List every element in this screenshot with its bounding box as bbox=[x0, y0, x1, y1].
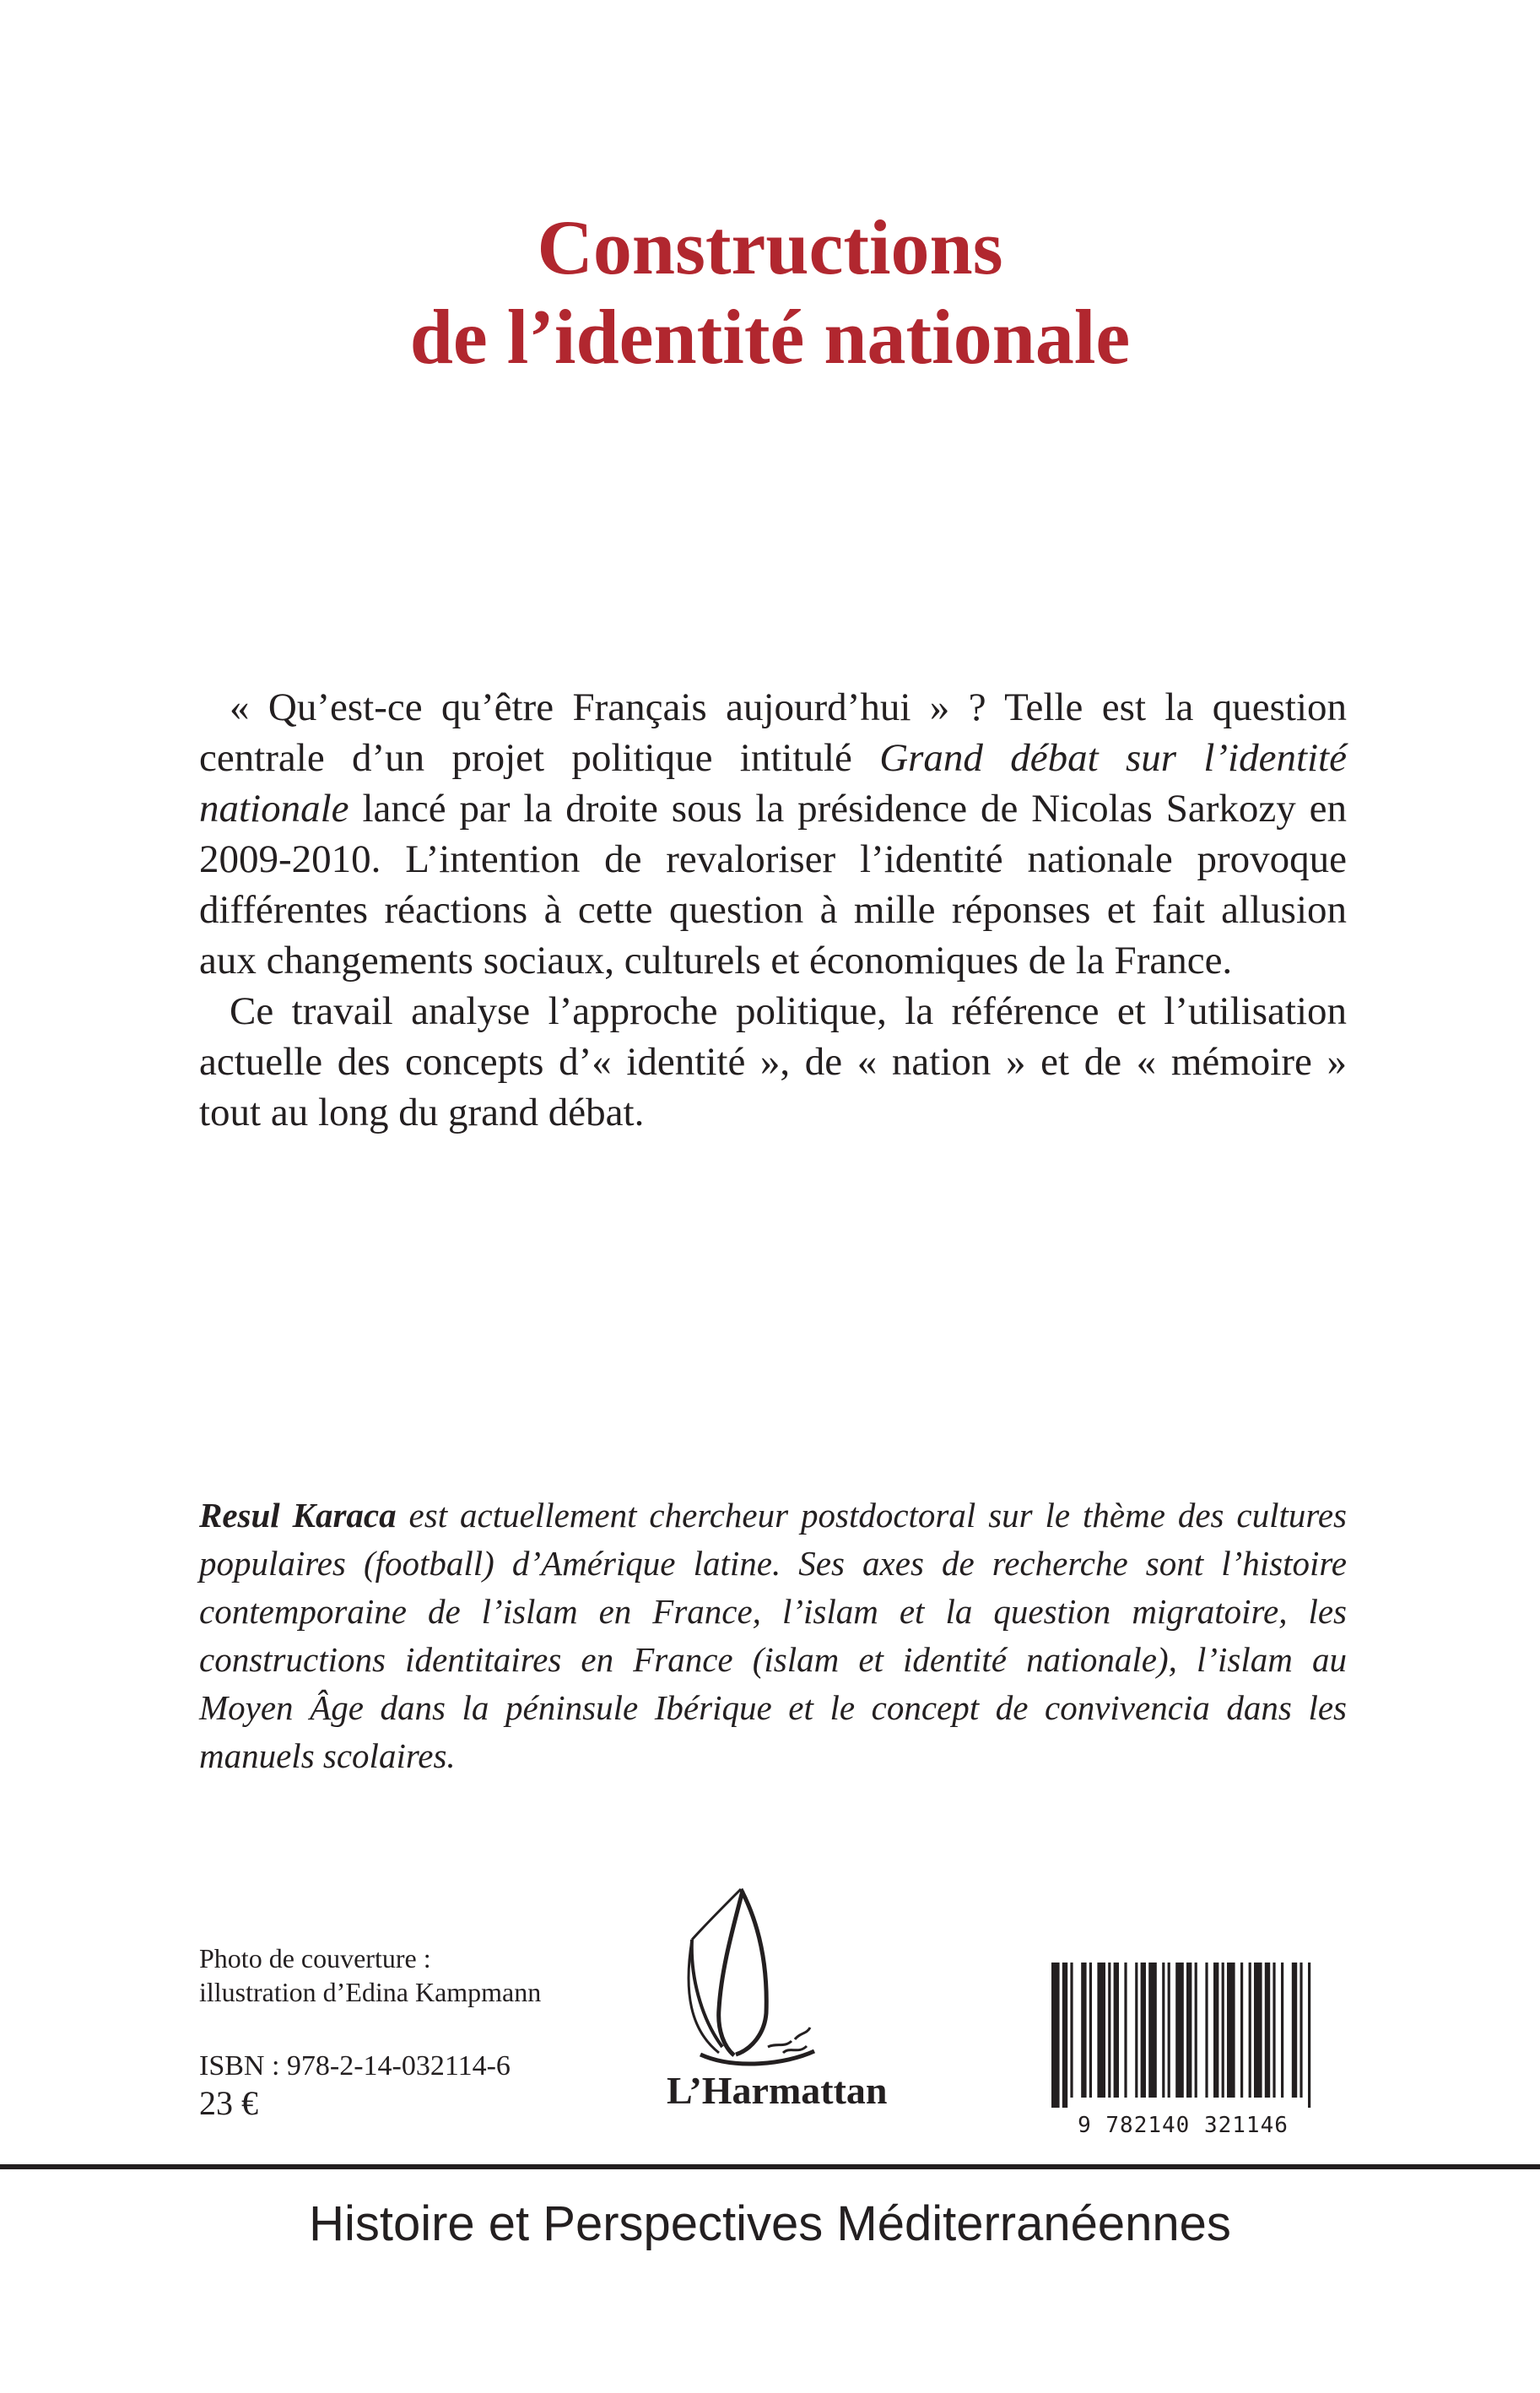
barcode-bar bbox=[1148, 1963, 1157, 2098]
barcode-bar bbox=[1227, 1963, 1235, 2098]
barcode-bar bbox=[1108, 1963, 1110, 2098]
author-bio-text: est actuellement chercheur postdoctoral sur le thème des cultures populaires (football) d’Amérique latine. Ses axes de recherche sont l’histoire contemporaine de l’islam en France, l’islam et la question migratoire, les constructions identitaires en France (islam et identité nationale), l’islam au Moyen Âge dans la péninsule Ibérique et le concept de convivencia dans les manuels scolaires. bbox=[199, 1496, 1347, 1775]
barcode-bar bbox=[1281, 1963, 1283, 2098]
barcode-bar bbox=[1097, 1963, 1105, 2098]
barcode-bar bbox=[1124, 1963, 1127, 2098]
sailboat-icon bbox=[641, 1874, 928, 2127]
barcode-bar bbox=[1162, 1963, 1164, 2098]
barcode-bar bbox=[1168, 1963, 1170, 2098]
summary-p1-start: « Qu’est-ce qu’être Français aujourd’hui » ? Telle est la question centrale d’un projet politique intitulé bbox=[199, 685, 1347, 780]
title-line-1: Constructions bbox=[537, 204, 1003, 290]
photo-credit bbox=[199, 1941, 541, 2009]
barcode-digits: 9 782140 321146 bbox=[1078, 2113, 1289, 2138]
barcode-bar bbox=[1070, 1963, 1073, 2098]
title-line-2: de l’identité nationale bbox=[409, 294, 1131, 380]
summary-paragraph-1 bbox=[199, 682, 1347, 986]
barcode-bar bbox=[1051, 1963, 1060, 2108]
divider-line bbox=[0, 2164, 1540, 2169]
barcode-bar bbox=[1114, 1963, 1119, 2098]
author-name: Resul Karaca bbox=[199, 1496, 397, 1535]
barcode-bar bbox=[1062, 1963, 1067, 2108]
photo-credit-line-1: Photo de couverture : bbox=[199, 1943, 431, 1973]
barcode-bar bbox=[1292, 1963, 1297, 2098]
barcode-bar bbox=[1213, 1963, 1218, 2098]
barcode-bar bbox=[1265, 1963, 1270, 2098]
photo-credit-line-2: illustration d’Edina Kampmann bbox=[199, 1977, 542, 2007]
barcode-bar bbox=[1135, 1963, 1137, 2098]
barcode-bar bbox=[1254, 1963, 1262, 2098]
barcode-bar bbox=[1186, 1963, 1191, 2098]
barcode-bar bbox=[1141, 1963, 1146, 2098]
summary-text bbox=[199, 682, 1347, 1138]
barcode-bars bbox=[1031, 1963, 1335, 2108]
price: 23 € bbox=[199, 2084, 258, 2122]
series-name: Histoire et Perspectives Méditerranéennes bbox=[309, 2196, 1231, 2251]
barcode-bar bbox=[1273, 1963, 1275, 2098]
author-bio bbox=[199, 1492, 1347, 1780]
barcode-bar bbox=[1249, 1963, 1251, 2098]
barcode-bar bbox=[1222, 1963, 1224, 2098]
barcode-bar bbox=[1195, 1963, 1197, 2098]
summary-paragraph-2: Ce travail analyse l’approche politique, la référence et l’utilisation actuelle des concepts d’« identité », de « nation » et de « mémoire » tout au long du grand débat. bbox=[199, 989, 1347, 1134]
barcode-bar bbox=[1175, 1963, 1184, 2098]
summary-p1-title-italic: Grand débat sur l’identité nationale bbox=[199, 736, 1347, 831]
barcode-bar bbox=[1089, 1963, 1092, 2098]
barcode-bar bbox=[1081, 1963, 1086, 2098]
publisher-logo bbox=[641, 1874, 928, 2127]
summary-p1-end: lancé par la droite sous la présidence de Nicolas Sarkozy en 2009-2010. L’intention de revaloriser l’identité nationale provoque différentes réactions à cette question à mille réponses et fait allusion aux changements sociaux, culturels et économiques de la France. bbox=[199, 787, 1347, 983]
isbn-block bbox=[199, 2048, 511, 2122]
book-title bbox=[0, 203, 1540, 382]
barcode-bar bbox=[1205, 1963, 1208, 2098]
barcode-bar bbox=[1300, 1963, 1302, 2098]
barcode bbox=[1031, 1963, 1335, 2138]
barcode-bar bbox=[1308, 1963, 1310, 2108]
publisher-name: L’Harmattan bbox=[667, 2069, 888, 2112]
barcode-bar bbox=[1240, 1963, 1243, 2098]
isbn-number: ISBN : 978-2-14-032114-6 bbox=[199, 2050, 511, 2082]
